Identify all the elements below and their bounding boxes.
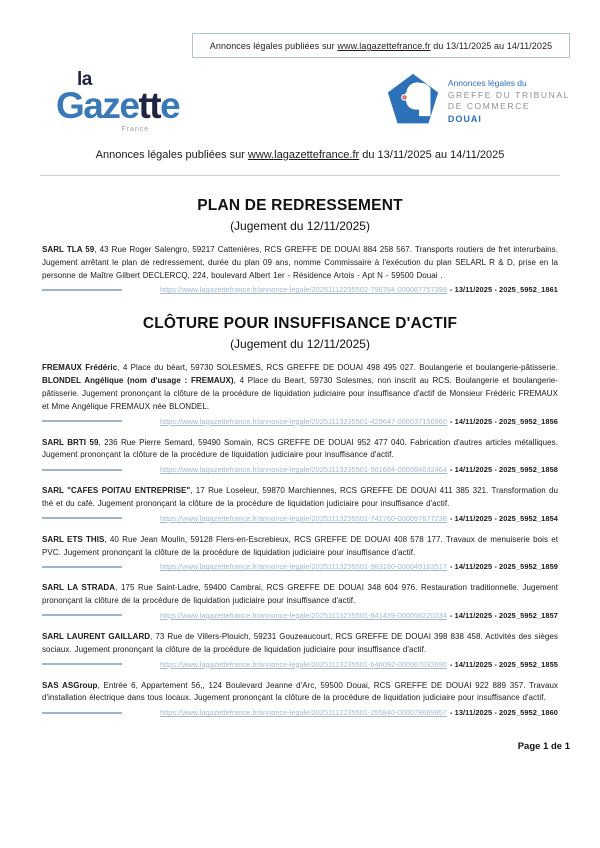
section-subtitle: (Jugement du 12/11/2025): [230, 337, 370, 352]
announcement-section: [42, 315, 558, 717]
subtitle-prefix: Annonces légales publiées sur: [95, 149, 248, 161]
announcement-link[interactable]: https://www.lagazettefrance.fr/annonce-legale/20251113235501-561684-000084632464: [159, 465, 447, 475]
announcement-link[interactable]: https://www.lagazettefrance.fr/annonce-legale/20251112235501-255840-000078689957: [159, 708, 447, 718]
announcement-body: SAS ASGroup, Entrée 6, Appartement 56,, 124 Boulevard Jeanne d'Arc, 59500 Douai, RCS GREFFE DE DOUAI 922 889 357. Travaux d'installation électrique dans tous locaux. Jugement prononçant la clôture de la procédure de liquidation judiciaire pour insuffisance d'actif.: [42, 680, 559, 703]
greffe-line-tribunal: GREFFE DU TRIBUNAL: [447, 89, 570, 100]
divider-line: [42, 289, 122, 291]
announcement-body: SARL LA STRADA, 175 Rue Saint-Ladre, 59400 Cambrai, RCS GREFFE DE DOUAI 348 604 976. Restauration traditionnelle. Jugement prononçant la clôture de la procédure de liquidation judiciaire pour insuffisance d'actif.: [42, 583, 558, 606]
announcement-link-row: [42, 417, 558, 426]
gazette-wordmark-part: tt: [138, 85, 161, 126]
announcement-link-row: [42, 660, 558, 669]
announcement-list: [42, 362, 558, 717]
greffe-line-annonces: Annonces légales du: [447, 78, 527, 89]
greffe-line-douai: DOUAI: [447, 113, 482, 124]
header-divider: [40, 175, 560, 176]
announcement-meta: - 14/11/2025 - 2025_5952_1858: [449, 465, 558, 475]
divider-line: [42, 420, 122, 422]
announcement-section: [42, 197, 558, 294]
section-title: PLAN DE REDRESSEMENT: [197, 197, 403, 214]
announcement-list: [42, 244, 558, 294]
announcement-link-meta: [160, 285, 558, 294]
announcement: [42, 244, 558, 294]
divider-line: [42, 614, 122, 616]
page-number: Page 1 de 1: [517, 741, 570, 753]
subtitle-suffix: du 13/11/2025 au 14/11/2025: [359, 149, 505, 161]
greffe-logo: [387, 73, 570, 130]
divider-line: [42, 712, 122, 714]
announcement-meta: - 14/11/2025 - 2025_5952_1859: [449, 562, 558, 572]
announcement-link[interactable]: https://www.lagazettefrance.fr/annonce-legale/20251113235501-646092-000067032690: [159, 659, 447, 669]
divider-line: [42, 517, 122, 519]
announcement-link-row: [42, 285, 558, 294]
gazette-wordmark: [56, 87, 179, 124]
announcement-link[interactable]: https://www.lagazettefrance.fr/annonce-legale/20251112235502-796784-000087757399: [159, 285, 447, 295]
announcement-link-meta: [160, 562, 558, 571]
announcement-body: SARL ETS THIS, 40 Rue Jean Moulin, 59128 Flers-en-Escrebieux, RCS GREFFE DE DOUAI 408 578 177. Travaux de menuiserie bois et PVC. Jugement prononçant la clôture de la procédure de liquidation judiciaire pour insuffisance d'actif.: [42, 534, 558, 557]
subtitle-url-link[interactable]: www.lagazettefrance.fr: [247, 149, 360, 161]
announcement-meta: - 14/11/2025 - 2025_5952_1854: [449, 513, 558, 523]
announcement-body: SARL BRTI 59, 236 Rue Pierre Semard, 59490 Somain, RCS GREFFE DE DOUAI 952 477 040. Fabrication d'autres articles métalliques. Jugement prononçant la clôture de la procédure de liquidation judiciaire pour insuffisance d'actif.: [42, 437, 558, 460]
announcement-meta: - 14/11/2025 - 2025_5952_1855: [449, 659, 558, 669]
announcement-body: SARL TLA 59, 43 Rue Roger Salengro, 59217 Cattenières, RCS GREFFE DE DOUAI 884 258 567. Transports routiers de fret interurbains. Jugement arrêtant le plan de redressement, durée du plan 09 ans, nomme Commissaire à l'exécution du plan SELARL R & D, prise en la personne de Maître Gilbert DECLERCQ, 224, boulevard Albert 1er - Résidence Artois - Apt N - 59500 Douai .: [42, 245, 558, 280]
announcement: [42, 582, 558, 620]
gazette-wordmark-part: e: [160, 85, 180, 126]
announcement-link-meta: [160, 417, 558, 426]
marianne-pentagon-icon: [387, 73, 439, 130]
gazette-wordmark-part: Gaze: [56, 85, 139, 126]
announcement-body: FREMAUX Frédéric, 4 Place du béart, 59730 SOLESMES, RCS GREFFE DE DOUAI 498 495 027. Boulangerie et boulangerie-pâtisserie. BLONDEL Angélique (nom d'usage : FREMAUX), 4 Place du Beart, 59730 Solesmes, non inscrit au RCS. Boulangerie et boulangerie-pâtisserie. Jugement prononçant la clôture de la procédure de liquidation judiciaire pour insuffisance d'actif de Monsieur Frédéric FREMAUX et Mme Angélique FREMAUX née BLONDEL.: [42, 363, 558, 411]
announcement-body: SARL LAURENT GAILLARD, 73 Rue de Villers-Plouich, 59231 Gouzeaucourt, RCS GREFFE DE DOUAI 398 838 458. Activités des sièges sociaux. Jugement prononçant la clôture de la procédure de liquidation judiciaire pour insuffisance d'actif.: [42, 631, 558, 654]
header-ref-box: [192, 33, 570, 58]
announcement-meta: - 14/11/2025 - 2025_5952_1857: [449, 610, 558, 620]
ref-box-url-link[interactable]: www.lagazettefrance.fr: [337, 41, 431, 51]
announcement-link-row: [42, 465, 558, 474]
announcement-meta: - 13/11/2025 - 2025_5952_1860: [449, 708, 558, 718]
gazette-logo: [56, 70, 179, 133]
divider-line: [42, 566, 122, 568]
announcement-meta: - 14/11/2025 - 2025_5952_1856: [449, 416, 558, 426]
announcement: [42, 680, 558, 718]
greffe-logo-text: [448, 78, 570, 125]
announcement-link-meta: [160, 708, 558, 717]
announcement-link[interactable]: https://www.lagazettefrance.fr/annonce-legale/20251113235501-741760-000097677238: [159, 513, 447, 523]
announcement-link-meta: [160, 611, 558, 620]
logos-row: [0, 58, 600, 133]
announcement-link-row: [42, 708, 558, 717]
announcement-link-meta: [160, 465, 558, 474]
announcement-link-row: [42, 514, 558, 523]
announcement-link-row: [42, 611, 558, 620]
announcement: [42, 437, 558, 475]
announcement-meta: - 13/11/2025 - 2025_5952_1861: [449, 285, 558, 295]
divider-line: [42, 663, 122, 665]
announcement: [42, 362, 558, 425]
section-title: CLÔTURE POUR INSUFFISANCE D'ACTIF: [142, 315, 458, 333]
announcement-link-row: [42, 562, 558, 571]
announcement: [42, 631, 558, 669]
announcement-link[interactable]: https://www.lagazettefrance.fr/annonce-legale/20251113235501-429647-000037156960: [159, 416, 447, 426]
greffe-line-commerce: DE COMMERCE: [447, 101, 531, 112]
divider-line: [42, 469, 122, 471]
announcement-body: SARL "CAFES POITAU ENTREPRISE", 17 Rue Loseleur, 59870 Marchiennes, RCS GREFFE DE DOUAI 411 385 321. Transformation du thé et du café. Jugement prononçant la clôture de la procédure de liquidation judiciaire pour insuffisance d'actif.: [42, 486, 558, 508]
section-subtitle: (Jugement du 12/11/2025): [230, 219, 370, 233]
announcement-link[interactable]: https://www.lagazettefrance.fr/annonce-legale/20251113235501-983160-000049163517: [159, 562, 447, 572]
ref-box-prefix: Annonces légales publiées sur: [209, 41, 338, 51]
announcement: [42, 485, 558, 523]
ref-box-suffix: du 13/11/2025 au 14/11/2025: [430, 41, 553, 51]
gazette-country-label: France: [121, 126, 150, 133]
page-subtitle: [0, 149, 600, 161]
gazette-logo-la: la: [77, 69, 92, 90]
announcement-link-meta: [160, 660, 558, 669]
announcement: [42, 534, 558, 572]
announcement-sections: [0, 197, 600, 717]
announcement-link-meta: [160, 514, 558, 523]
announcement-link[interactable]: https://www.lagazettefrance.fr/annonce-legale/20251113235501-841439-000056220234: [159, 610, 447, 620]
